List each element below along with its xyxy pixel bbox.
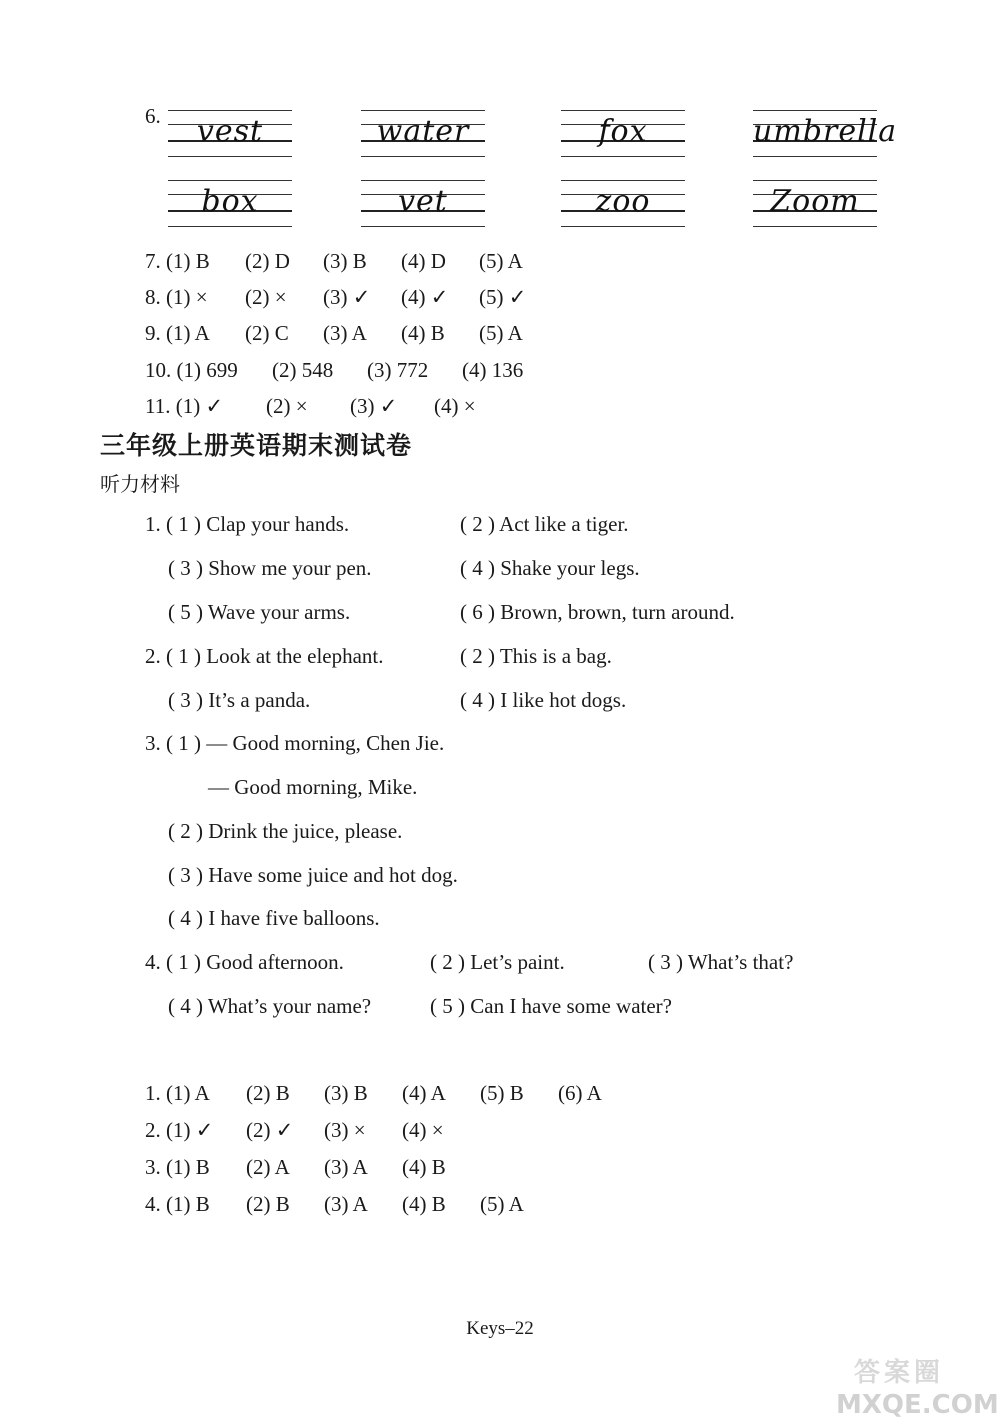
answer-item: 10. (1) 699 xyxy=(145,358,238,382)
listening-q1-4: ( 4 ) Shake your legs. xyxy=(460,556,640,580)
handwriting-word-zoo xyxy=(561,178,685,232)
listening-q3-3: ( 3 ) Have some juice and hot dog. xyxy=(168,863,458,887)
listening-q4-3: ( 3 ) What’s that? xyxy=(648,950,794,974)
watermark-text: MXQE.COM xyxy=(836,1390,999,1420)
handwriting-text: Zoom xyxy=(770,184,860,219)
handwriting-word-vest xyxy=(168,108,292,162)
answer-item: (3) 772 xyxy=(367,358,429,382)
answer-item: (4) D xyxy=(401,249,446,273)
handwriting-text: fox xyxy=(598,114,648,149)
answer-item: (2) ✓ xyxy=(246,1118,294,1142)
answer-item: (2) B xyxy=(246,1081,290,1105)
answer-item: (3) ✓ xyxy=(323,285,371,309)
answer-item: 9. (1) A xyxy=(145,321,210,345)
watermark-logo xyxy=(836,1350,999,1420)
handwriting-word-water xyxy=(361,108,485,162)
answer-item: (6) A xyxy=(558,1081,602,1105)
answer-item: 1. (1) A xyxy=(145,1081,210,1105)
answer-item: 11. (1) ✓ xyxy=(145,394,224,418)
handwriting-text: umbrella xyxy=(753,114,898,149)
handwriting-word-vet xyxy=(361,178,485,232)
answer-item: (4) × xyxy=(434,394,476,418)
answer-row-10 xyxy=(145,357,557,383)
answer-item: (3) × xyxy=(324,1118,366,1142)
answer-item: (5) A xyxy=(479,321,523,345)
watermark-seal: 答案圈 xyxy=(854,1358,945,1388)
answer-item: (4) A xyxy=(402,1081,446,1105)
answer-item: (2) C xyxy=(245,321,289,345)
handwriting-word-zoom xyxy=(753,178,877,232)
listening-q3-1b: — Good morning, Mike. xyxy=(208,775,418,799)
listening-q1-2: ( 2 ) Act like a tiger. xyxy=(460,512,629,536)
answer-item: (2) × xyxy=(266,394,308,418)
listening-q3-2: ( 2 ) Drink the juice, please. xyxy=(168,819,403,843)
answer-item: (5) B xyxy=(480,1081,524,1105)
page-number: Keys–22 xyxy=(466,1318,534,1339)
listening-q1-3: ( 3 ) Show me your pen. xyxy=(168,556,372,580)
listening-q1-6: ( 6 ) Brown, brown, turn around. xyxy=(460,600,735,624)
listening-q3-4: ( 4 ) I have five balloons. xyxy=(168,906,380,930)
answer-item: (4) 136 xyxy=(462,358,524,382)
handwriting-word-umbrella xyxy=(753,108,898,162)
handwriting-word-fox xyxy=(561,108,685,162)
answer-item: (4) ✓ xyxy=(401,285,449,309)
handwriting-text: zoo xyxy=(595,184,651,219)
answer-item: (4) B xyxy=(402,1155,446,1179)
answer-item: 3. (1) B xyxy=(145,1155,210,1179)
listening-q4-1: 4. ( 1 ) Good afternoon. xyxy=(145,950,344,974)
answer-item: (5) A xyxy=(480,1192,524,1216)
answer-item: (3) A xyxy=(323,321,367,345)
answer-row-11 xyxy=(145,393,518,419)
answer-row-b3 xyxy=(145,1154,480,1180)
section-title: 三年级上册英语期末测试卷 xyxy=(100,431,413,460)
question-6-label: 6. xyxy=(145,104,161,128)
answer-item: (4) B xyxy=(402,1192,446,1216)
answer-item: (3) B xyxy=(324,1081,368,1105)
answer-item: (5) ✓ xyxy=(479,285,527,309)
section-subtitle: 听力材料 xyxy=(100,472,180,496)
handwriting-text: vet xyxy=(398,184,448,219)
answer-item: (3) A xyxy=(324,1192,368,1216)
answer-item: (2) A xyxy=(246,1155,290,1179)
answer-item: 8. (1) × xyxy=(145,285,208,309)
listening-q4-4: ( 4 ) What’s your name? xyxy=(168,994,372,1018)
listening-q2-4: ( 4 ) I like hot dogs. xyxy=(460,688,627,712)
answer-item: 7. (1) B xyxy=(145,249,210,273)
answer-item: (2) × xyxy=(245,285,287,309)
listening-q4-2: ( 2 ) Let’s paint. xyxy=(430,950,565,974)
answer-row-b2 xyxy=(145,1117,480,1143)
listening-q1-5: ( 5 ) Wave your arms. xyxy=(168,600,351,624)
answer-item: 4. (1) B xyxy=(145,1192,210,1216)
handwriting-text: vest xyxy=(196,114,264,149)
handwriting-word-box xyxy=(168,178,292,232)
answer-item: (3) A xyxy=(324,1155,368,1179)
handwriting-text: box xyxy=(201,184,259,219)
listening-q2-1: 2. ( 1 ) Look at the elephant. xyxy=(145,644,384,668)
answer-row-b1 xyxy=(145,1080,636,1106)
answer-row-8 xyxy=(145,284,557,310)
listening-q4-5: ( 5 ) Can I have some water? xyxy=(430,994,672,1018)
listening-q1-1: 1. ( 1 ) Clap your hands. xyxy=(145,512,350,536)
answer-row-9 xyxy=(145,320,557,346)
listening-q2-2: ( 2 ) This is a bag. xyxy=(460,644,612,668)
answer-item: (2) 548 xyxy=(272,358,334,382)
listening-q3-1a: 3. ( 1 ) — Good morning, Chen Jie. xyxy=(145,731,445,755)
answer-row-b4 xyxy=(145,1191,558,1217)
answer-item: (3) B xyxy=(323,249,367,273)
answer-row-7 xyxy=(145,248,557,274)
answer-item: 2. (1) ✓ xyxy=(145,1118,214,1142)
answer-item: (4) × xyxy=(402,1118,444,1142)
answer-item: (2) D xyxy=(245,249,290,273)
answer-item: (2) B xyxy=(246,1192,290,1216)
answer-item: (3) ✓ xyxy=(350,394,398,418)
answer-item: (4) B xyxy=(401,321,445,345)
listening-q2-3: ( 3 ) It’s a panda. xyxy=(168,688,311,712)
handwriting-text: water xyxy=(376,114,470,149)
answer-item: (5) A xyxy=(479,249,523,273)
